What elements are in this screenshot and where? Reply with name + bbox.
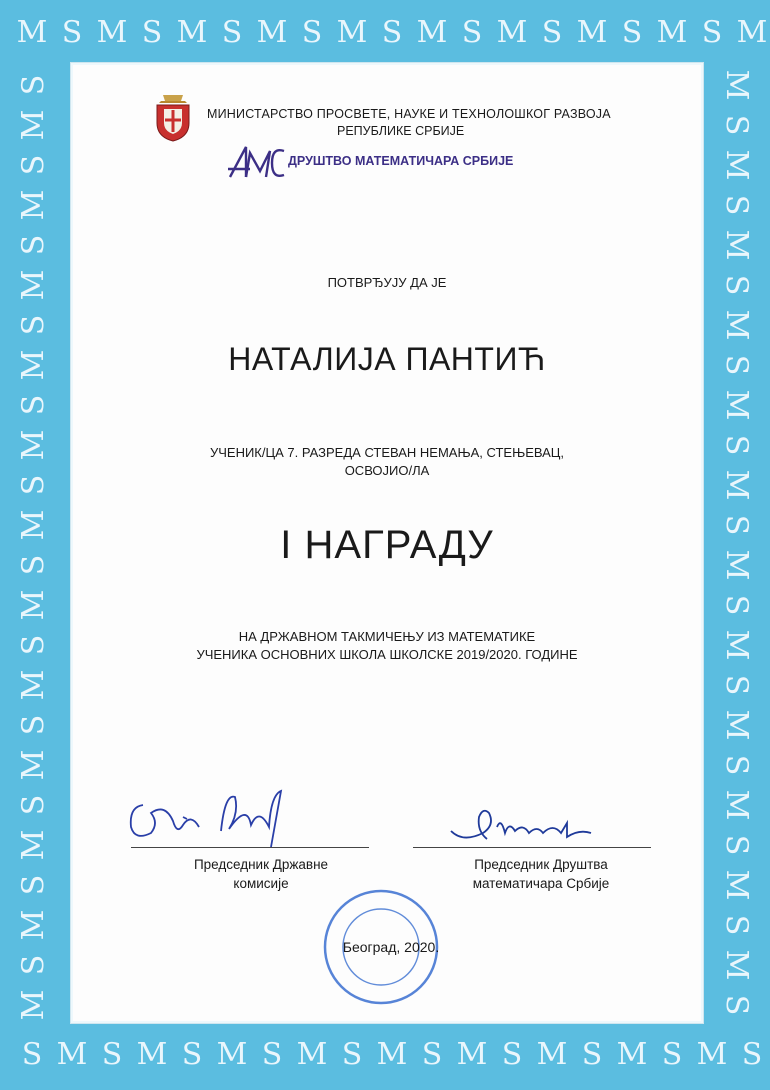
border-motif-icon: Ѕ — [16, 554, 51, 576]
border-motif-icon: Ѕ — [421, 1037, 443, 1072]
border-motif-icon: Ѕ — [719, 194, 754, 216]
right-signature-icon — [443, 803, 613, 853]
border-motif-icon: Ѕ — [21, 1037, 43, 1072]
border-motif-icon: M — [16, 109, 51, 141]
border-motif-icon: Ѕ — [541, 15, 563, 50]
border-motif-icon: M — [719, 949, 754, 981]
border-motif-icon: Ѕ — [719, 834, 754, 856]
border-motif-icon: Ѕ — [719, 274, 754, 296]
border-motif-icon: M — [719, 549, 754, 581]
right-signature-line — [413, 847, 651, 848]
border-motif-icon: M — [656, 15, 688, 50]
border-motif-icon: Ѕ — [16, 474, 51, 496]
border-motif-icon: M — [16, 269, 51, 301]
border-motif-icon: Ѕ — [581, 1037, 603, 1072]
border-motif-icon: M — [696, 1037, 728, 1072]
ministry-name-line1: МИНИСТАРСТВО ПРОСВЕТЕ, НАУКЕ И ТЕХНОЛОШКОГ РАЗВОЈА — [207, 107, 611, 121]
description-line1: УЧЕНИК/ЦА 7. РАЗРЕДА СТЕВАН НЕМАЊА, СТЕЊЕВАЦ, — [209, 445, 565, 460]
border-motif-icon: M — [616, 1037, 648, 1072]
border-motif-icon: M — [576, 15, 608, 50]
border-motif-icon: M — [16, 429, 51, 461]
border-motif-icon: M — [719, 469, 754, 501]
border-motif-icon: Ѕ — [719, 434, 754, 456]
border-motif-icon: M — [719, 149, 754, 181]
border-motif-icon: Ѕ — [719, 114, 754, 136]
border-motif-icon: Ѕ — [621, 15, 643, 50]
border-motif-icon: M — [536, 1037, 568, 1072]
border-motif-icon: M — [256, 15, 288, 50]
border-motif-icon: M — [296, 1037, 328, 1072]
border-motif-icon: M — [719, 629, 754, 661]
border-motif-icon: M — [136, 1037, 168, 1072]
border-motif-icon: Ѕ — [719, 354, 754, 376]
border-motif-icon: M — [719, 709, 754, 741]
border-motif-icon: M — [16, 749, 51, 781]
border-motif-icon: M — [216, 1037, 248, 1072]
border-motif-icon: M — [16, 669, 51, 701]
border-motif-icon: M — [16, 509, 51, 541]
coat-of-arms-icon — [155, 93, 191, 143]
border-motif-icon: M — [736, 15, 768, 50]
border-motif-icon: Ѕ — [16, 794, 51, 816]
border-motif-icon: M — [16, 909, 51, 941]
border-motif-icon: M — [16, 189, 51, 221]
border-motif-icon: Ѕ — [181, 1037, 203, 1072]
ministry-name-line2: РЕПУБЛИКЕ СРБИЈЕ — [337, 124, 465, 138]
border-motif-icon: Ѕ — [16, 874, 51, 896]
border-motif-icon: M — [496, 15, 528, 50]
border-motif-icon: Ѕ — [301, 15, 323, 50]
border-motif-icon: Ѕ — [719, 754, 754, 776]
competition-line2: УЧЕНИКА ОСНОВНИХ ШКОЛА ШКОЛСКЕ 2019/2020. ГОДИНЕ — [196, 647, 578, 662]
border-motif-icon: M — [456, 1037, 488, 1072]
award-title: I НАГРАДУ — [280, 523, 494, 567]
border-motif-icon: Ѕ — [719, 594, 754, 616]
society-logo-icon — [226, 141, 288, 183]
border-motif-icon: Ѕ — [501, 1037, 523, 1072]
right-signatory-title-line1: Председник Друштва — [474, 857, 608, 872]
border-motif-icon: Ѕ — [719, 674, 754, 696]
place-and-date: Београд, 2020. — [342, 939, 440, 955]
border-motif-icon: M — [56, 1037, 88, 1072]
border-motif-icon: Ѕ — [381, 15, 403, 50]
border-motif-icon: M — [719, 229, 754, 261]
border-motif-icon: Ѕ — [221, 15, 243, 50]
border-motif-icon: M — [96, 15, 128, 50]
border-motif-icon: M — [16, 349, 51, 381]
border-motif-icon: Ѕ — [701, 15, 723, 50]
border-motif-icon: Ѕ — [16, 954, 51, 976]
border-motif-icon: M — [176, 15, 208, 50]
border-motif-icon: Ѕ — [16, 714, 51, 736]
border-motif-icon: Ѕ — [16, 394, 51, 416]
border-motif-icon: M — [16, 829, 51, 861]
certificate-paper — [70, 62, 704, 1024]
description-line2: ОСВОЈИО/ЛА — [344, 463, 430, 478]
border-motif-icon: M — [16, 15, 48, 50]
border-motif-icon: Ѕ — [461, 15, 483, 50]
border-motif-icon: Ѕ — [16, 314, 51, 336]
border-motif-icon: M — [416, 15, 448, 50]
border-motif-icon: Ѕ — [101, 1037, 123, 1072]
border-motif-icon: Ѕ — [16, 634, 51, 656]
border-motif-icon: Ѕ — [261, 1037, 283, 1072]
border-motif-icon: M — [719, 309, 754, 341]
border-motif-icon: Ѕ — [61, 15, 83, 50]
border-motif-icon: Ѕ — [719, 994, 754, 1016]
border-motif-icon: Ѕ — [719, 514, 754, 536]
confirmation-text: ПОТВРЂУЈУ ДА ЈЕ — [327, 275, 447, 290]
border-motif-icon: M — [719, 869, 754, 901]
border-motif-icon: M — [719, 789, 754, 821]
border-motif-icon: Ѕ — [661, 1037, 683, 1072]
recipient-name: НАТАЛИЈА ПАНТИЋ — [228, 341, 546, 377]
border-motif-icon: Ѕ — [16, 234, 51, 256]
border-motif-icon: Ѕ — [741, 1037, 763, 1072]
society-name: ДРУШТВО МАТЕМАТИЧАРА СРБИЈЕ — [288, 154, 514, 168]
left-signature-line — [131, 847, 369, 848]
right-signatory-title-line2: математичара Србије — [472, 876, 610, 891]
border-motif-icon: M — [376, 1037, 408, 1072]
border-motif-icon: Ѕ — [141, 15, 163, 50]
border-motif-icon: M — [16, 989, 51, 1021]
border-motif-icon: M — [336, 15, 368, 50]
left-signatory-title-line1: Председник Државне — [193, 857, 329, 872]
competition-line1: НА ДРЖАВНОМ ТАКМИЧЕЊУ ИЗ МАТЕМАТИКЕ — [238, 629, 536, 644]
border-motif-icon: Ѕ — [719, 914, 754, 936]
border-motif-icon: Ѕ — [16, 74, 51, 96]
border-motif-icon: M — [719, 69, 754, 101]
border-motif-icon: M — [719, 389, 754, 421]
border-motif-icon: Ѕ — [341, 1037, 363, 1072]
left-signatory-title-line2: комисије — [233, 876, 289, 891]
border-motif-icon: Ѕ — [16, 154, 51, 176]
left-signature-icon — [121, 783, 301, 853]
border-motif-icon: M — [16, 589, 51, 621]
